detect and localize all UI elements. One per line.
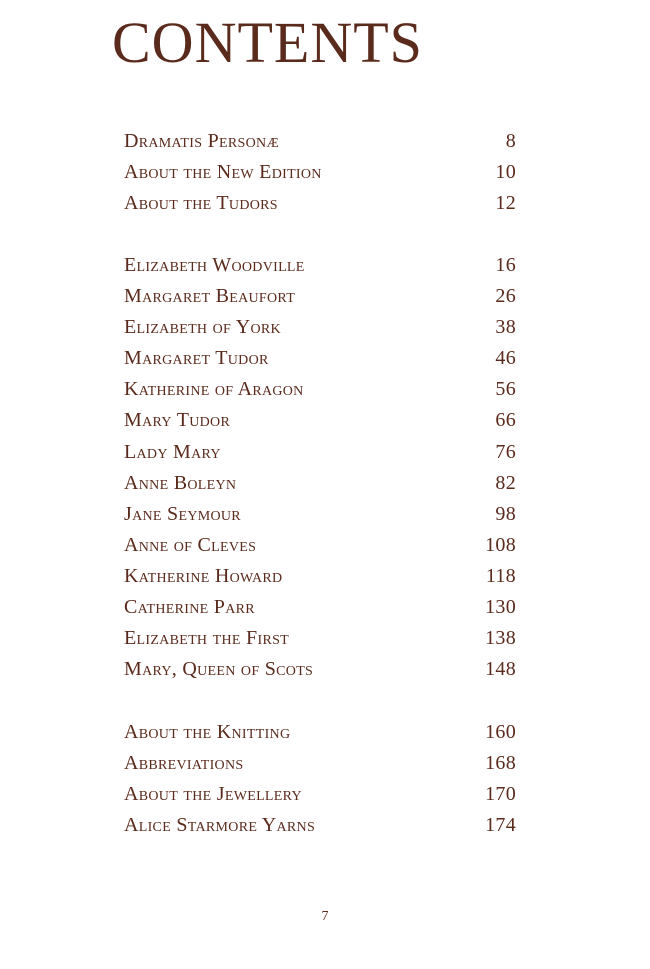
toc-entry-page: 10: [495, 161, 516, 184]
toc-entry[interactable]: [124, 503, 516, 534]
toc-entry[interactable]: [124, 161, 516, 192]
toc-entry-page: 160: [485, 721, 516, 743]
toc-entry-title: Lady Mary: [124, 440, 221, 463]
toc-section-back-matter: [124, 721, 516, 845]
toc-entry-title: Katherine of Aragon: [124, 378, 304, 401]
toc-entry-title: Margaret Tudor: [124, 347, 269, 370]
toc-entry-title: About the Jewellery: [124, 783, 302, 806]
toc-entry-page: 82: [495, 471, 516, 494]
toc-entry[interactable]: [124, 627, 516, 658]
toc-entry[interactable]: [124, 254, 516, 285]
toc-entry-title: Mary Tudor: [124, 409, 231, 432]
toc-entry[interactable]: [124, 130, 516, 161]
toc-entry-title: Margaret Beaufort: [124, 285, 296, 308]
toc-entry[interactable]: [124, 378, 516, 409]
toc-entry-title: Jane Seymour: [124, 502, 241, 525]
toc-entry[interactable]: [124, 565, 516, 596]
toc-entry-page: 46: [495, 347, 516, 370]
toc-entry-title: Katherine Howard: [124, 564, 283, 587]
toc-entry-page: 168: [485, 752, 516, 775]
toc-section-chapters: [124, 254, 516, 689]
toc-entry[interactable]: [124, 721, 516, 752]
toc-entry-title: Elizabeth Woodville: [124, 254, 305, 276]
toc-entry[interactable]: [124, 814, 516, 845]
toc-entry-page: 174: [485, 814, 516, 837]
toc-entry[interactable]: [124, 409, 516, 440]
toc-entry-title: Anne Boleyn: [124, 471, 237, 494]
toc-entry-title: Elizabeth the First: [124, 627, 290, 650]
toc-entry[interactable]: [124, 285, 516, 316]
toc-entry-title: Dramatis Personæ: [124, 130, 280, 152]
toc-entry-title: Mary, Queen of Scots: [124, 658, 314, 681]
toc-entry[interactable]: [124, 316, 516, 347]
toc-entry-page: 98: [495, 502, 516, 525]
toc-entry-title: Alice Starmore Yarns: [124, 814, 316, 837]
toc-entry-page: 148: [485, 658, 516, 681]
toc-entry-page: 16: [495, 254, 516, 276]
page-title: CONTENTS: [112, 10, 423, 75]
toc-entry[interactable]: [124, 472, 516, 503]
toc-entry-title: About the Knitting: [124, 721, 291, 743]
toc-entry[interactable]: [124, 783, 516, 814]
toc-entry-title: Catherine Parr: [124, 596, 255, 619]
toc-entry[interactable]: [124, 192, 516, 223]
toc-entry[interactable]: [124, 752, 516, 783]
toc-entry[interactable]: [124, 347, 516, 378]
toc-entry[interactable]: [124, 658, 516, 689]
toc-entry-page: 12: [495, 192, 516, 215]
toc-entry-page: 130: [485, 596, 516, 619]
toc-entry-title: Anne of Cleves: [124, 533, 257, 556]
toc-entry-page: 170: [485, 783, 516, 806]
toc-entry[interactable]: [124, 441, 516, 472]
toc-section-front-matter: [124, 130, 516, 223]
toc-entry-page: 26: [495, 285, 516, 308]
toc-entry-page: 8: [505, 130, 516, 152]
toc-entry-page: 138: [485, 627, 516, 650]
toc-entry[interactable]: [124, 596, 516, 627]
toc-entry-title: About the New Edition: [124, 161, 322, 184]
toc-entry-title: Abbreviations: [124, 752, 244, 775]
toc-entry-title: Elizabeth of York: [124, 316, 281, 339]
page-number: 7: [321, 909, 329, 924]
toc-entry-page: 108: [485, 533, 516, 556]
toc-entry-page: 66: [495, 409, 516, 432]
toc-entry-page: 118: [485, 564, 516, 587]
toc-entry-title: About the Tudors: [124, 192, 278, 215]
toc-entry[interactable]: [124, 534, 516, 565]
toc-entry-page: 38: [495, 316, 516, 339]
toc-entry-page: 56: [495, 378, 516, 401]
toc-entry-page: 76: [495, 440, 516, 463]
